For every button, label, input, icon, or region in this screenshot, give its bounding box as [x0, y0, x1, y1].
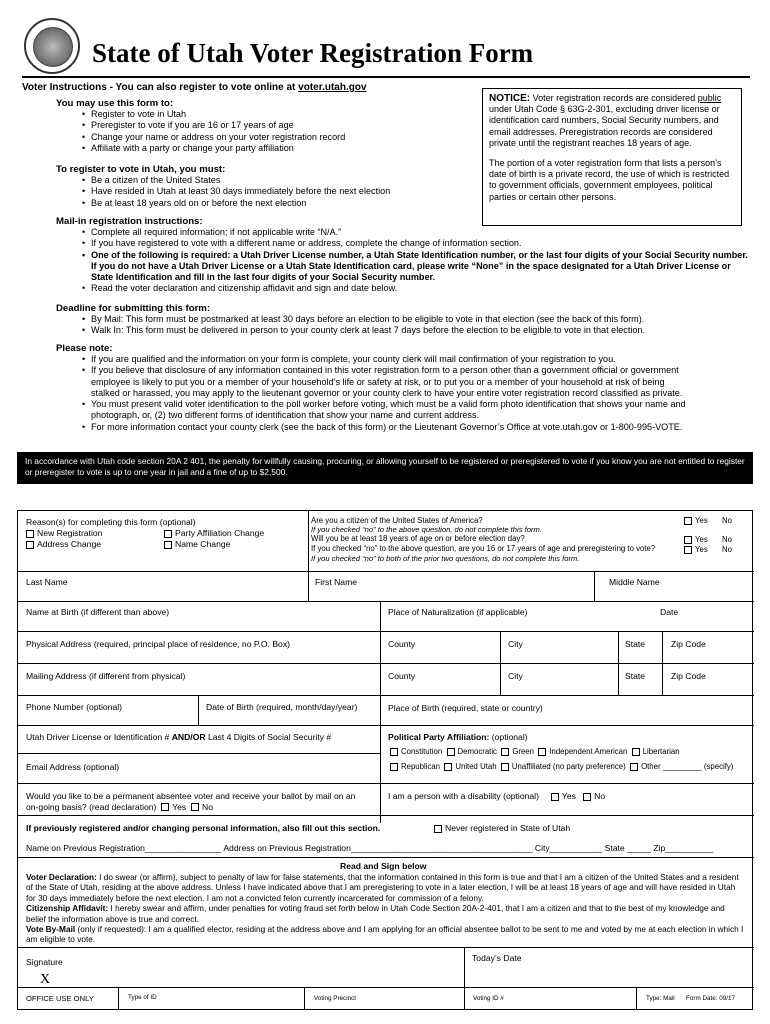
citizen-yes-checkbox[interactable]: [684, 516, 708, 525]
naturalization-field[interactable]: Place of Naturalization (if applicable): [388, 607, 528, 617]
list-item: • Affiliate with a party or change your party affiliation: [82, 143, 476, 154]
declaration-block: [26, 872, 746, 945]
page-title: State of Utah Voter Registration Form: [92, 38, 534, 68]
list-item: • Change your name or address on your voter registration record: [82, 132, 476, 143]
dl-label-c: Last 4 Digits of Social Security #: [205, 732, 332, 742]
reason-address-checkbox[interactable]: [26, 539, 101, 549]
disability-question: [388, 791, 605, 801]
absentee-no-checkbox[interactable]: No: [191, 802, 213, 812]
party-option-other[interactable]: Other _________ (specify): [630, 762, 733, 771]
list-item: • Be a citizen of the United States: [82, 175, 476, 186]
voter-declaration-label: Voter Declaration:: [26, 872, 97, 882]
list-item: • Be at least 18 years old on or before the next election: [82, 198, 476, 209]
party-optional: (optional): [489, 732, 528, 742]
disability-yes-checkbox[interactable]: Yes: [551, 791, 576, 801]
checkbox[interactable]: [164, 541, 172, 549]
citizenship-affidavit-label: Citizenship Affidavit:: [26, 903, 109, 914]
absentee-text: Would you like to be a permanent absentee voter and receive your ballot by mail on an on-going basis? (read declaration): [26, 791, 356, 812]
reasons-label: Reason(s) for completing this form (optional): [26, 517, 196, 527]
place-of-birth-field[interactable]: Place of Birth (required, state or country): [388, 703, 543, 713]
mailing-address-field[interactable]: Mailing Address (if different from physical): [26, 671, 186, 681]
notice-text-a: Voter registration records are considered: [530, 93, 698, 103]
party-option[interactable]: Libertarian: [632, 747, 680, 756]
mail-heading: Mail-in registration instructions:: [56, 216, 203, 227]
yes-label: Yes: [695, 545, 708, 554]
list-item: • One of the following is required: a Utah Driver License number, a Utah State Identification number, or the last four digits of your Social Security number. If you do not have a Utah Driver License or a Utah State Identification card, please write “None” in the space designated for a Utah Driver License or State Identification and fill in the last four digits of your Social Security number.: [82, 250, 750, 284]
list-item: • Walk In: This form must be delivered in person to your county clerk at least 7 days before the election to be eligible to vote in that election.: [82, 325, 750, 336]
list-item: • By Mail: This form must be postmarked at least 30 days before an election to be eligible to vote in that election (see the back of this form).: [82, 314, 750, 325]
dob-field[interactable]: Date of Birth (required, month/day/year): [206, 702, 358, 712]
penalty-banner: In accordance with Utah code section 20A 2 401, the penalty for willfully causing, procuring, or allowing yourself to be registered or preregistered to vote if you know you are not entitled to register or preregister to vote is up to one year in jail and a fine of up to $2,500.: [17, 452, 753, 484]
vote-by-mail-label: Vote By-Mail: [26, 924, 76, 935]
note-heading: Please note:: [56, 343, 113, 354]
checkbox[interactable]: [26, 530, 34, 538]
mailing-state-field[interactable]: State: [625, 671, 646, 681]
physical-address-field[interactable]: Physical Address (required, principal place of residence, no P.O. Box): [26, 639, 290, 649]
never-registered-label: Never registered in State of Utah: [445, 823, 571, 833]
voter-declaration-text: I do swear (or affirm), subject to penalty of law for false statements, that the information contained in this form is true and that I am a citizen of the United States and a resident of the State of Utah, residing at the above address. Unless I have indicated above that I am preregistering to vote in a later election, I will be at least 18 years of age and will have resided in Utah for 30 days immediately before the next election. I am not a convicted felon currently incarcerated for commission of a felony.: [26, 872, 739, 903]
physical-zip-field[interactable]: Zip Code: [671, 639, 706, 649]
party-label: Political Party Affiliation:: [388, 732, 490, 742]
disability-text: I am a person with a disability (optional): [388, 791, 539, 801]
party-option[interactable]: Unaffiliated (no party preference): [501, 762, 626, 771]
use-heading: You may use this form to:: [56, 98, 174, 109]
physical-state-field[interactable]: State: [625, 639, 646, 649]
citizen-question: Are you a citizen of the United States of America?: [311, 516, 483, 525]
note-section: [56, 343, 690, 433]
reason-name-checkbox[interactable]: [164, 539, 230, 549]
type-mail-label: Type: Mail: [646, 995, 675, 1002]
type-of-id-field: Type of ID: [128, 994, 157, 1001]
party-option[interactable]: Republican: [390, 762, 440, 771]
citizenship-affidavit-text: I hereby swear and affirm, under penalties for voting fraud set forth below in Utah Code Section 20A-2-401, that I am a citizen and that to the best of my knowledge and belief the information above is true and correct.: [26, 903, 725, 924]
must-heading: To register to vote in Utah, you must:: [56, 164, 226, 175]
dl-label-b: AND/OR: [171, 732, 206, 742]
notice-box: [482, 88, 742, 226]
checkbox[interactable]: [164, 530, 172, 538]
age-note: If you checked “no” to both of the prior two questions, do not complete this form.: [311, 554, 580, 563]
list-item: • For more information contact your county clerk (see the back of this form) or the Lieutenant Governor’s Office at vote.utah.gov or 1-800-995-VOTE.: [82, 422, 690, 433]
disability-no-checkbox[interactable]: No: [583, 791, 605, 801]
no-label: No: [722, 516, 732, 525]
header-divider: [22, 76, 750, 78]
previous-registration-fields[interactable]: Name on Previous Registration________________ Address on Previous Registration______________________________________ City___________ State _____ Zip__________: [26, 843, 714, 853]
mailing-zip-field[interactable]: Zip Code: [671, 671, 706, 681]
age-no-checkbox[interactable]: [722, 535, 732, 544]
mail-section: [56, 216, 750, 295]
list-item: • Preregister to vote if you are 16 or 17 years of age: [82, 120, 476, 131]
signature-label: Signature: [26, 957, 63, 967]
notice-paragraph-2: The portion of a voter registration form that lists a person’s date of birth is a private record, the use of which is restricted to government officials, government employees, political parties or certain other persons.: [489, 158, 730, 202]
deadline-heading: Deadline for submitting this form:: [56, 303, 211, 314]
physical-county-field[interactable]: County: [388, 639, 416, 649]
instructions-heading-text: Voter Instructions - You can also register to vote online at: [22, 82, 299, 93]
list-item: • Read the voter declaration and citizenship affidavit and sign and date below.: [82, 283, 750, 294]
first-name-field[interactable]: First Name: [315, 577, 358, 587]
list-item: • If you are qualified and the information on your form is complete, your county clerk will mail confirmation of your registration to you.: [82, 354, 690, 365]
age-question: Will you be at least 18 years of age on or before election day?: [311, 534, 525, 543]
list-item: • You must present valid voter identification to the poll worker before voting, which must be a valid form photo identification that shows your name and photograph, or, (2) two different forms of identification that show your name and current address.: [82, 399, 690, 422]
list-item: • If you believe that disclosure of any information contained in this voter registration form to a person other than a government official or government employee is likely to put you or a member of your household’s life or safety at risk, or to put you or a member of your household at risk of being stalked or harassed, you may apply to the lieutenant governor or your county clerk to have your entire voter registration record classified as private.: [82, 365, 690, 399]
voting-precinct-field: Voting Precinct: [314, 995, 357, 1002]
reason-name-label: Name Change: [175, 539, 231, 549]
use-section: [56, 98, 476, 154]
form-date-label: Form Date: 09/17: [686, 995, 735, 1002]
signature-field[interactable]: X: [40, 972, 51, 987]
dl-label-a: Utah Driver License or Identification #: [26, 732, 172, 742]
voter-utah-link[interactable]: voter.utah.gov: [298, 82, 367, 93]
absentee-yes-checkbox[interactable]: Yes: [161, 802, 186, 812]
absentee-question: [26, 791, 366, 812]
state-seal-logo: [24, 18, 80, 74]
registration-form: [17, 510, 753, 1010]
list-item: • Register to vote in Utah: [82, 109, 476, 120]
physical-city-field[interactable]: City: [508, 639, 523, 649]
office-use-label: OFFICE USE ONLY: [26, 994, 94, 1003]
middle-name-field[interactable]: Middle Name: [609, 577, 660, 587]
prereg-yes-checkbox[interactable]: [684, 545, 708, 554]
voting-id-field: Voting ID #: [473, 995, 504, 1002]
phone-field[interactable]: Phone Number (optional): [26, 702, 123, 712]
party-option[interactable]: Constitution: [390, 747, 442, 756]
read-and-sign-heading: Read and Sign below: [340, 861, 427, 871]
prereg-no-checkbox[interactable]: [722, 545, 732, 554]
must-section: [56, 164, 476, 209]
todays-date-field[interactable]: Today’s Date: [472, 953, 522, 963]
naturalization-date-field[interactable]: Date: [660, 607, 679, 617]
preregister-question: If you checked “no” to the above question, are you 16 or 17 years of age and preregistering to vote?: [311, 544, 656, 553]
party-option[interactable]: Green: [501, 747, 534, 756]
vote-by-mail-text: (only if requested): I am a qualified elector, residing at the address above and I am applying for an official absentee ballot to be sent to me and voted by me at each election in which I am eligible to vote.: [26, 924, 744, 945]
party-option[interactable]: United Utah: [444, 762, 496, 771]
email-field[interactable]: Email Address (optional): [26, 762, 120, 772]
citizen-no-checkbox[interactable]: [722, 516, 732, 525]
party-row-2: [390, 762, 733, 771]
party-row-1: [390, 747, 680, 756]
checkbox[interactable]: [26, 541, 34, 549]
driver-license-field[interactable]: [26, 732, 331, 742]
party-option[interactable]: Independent American: [538, 747, 627, 756]
list-item: • Complete all required information; if not applicable write “N/A.”: [82, 227, 750, 238]
reason-new-label: New Registration: [37, 528, 103, 538]
age-yes-checkbox[interactable]: [684, 535, 708, 544]
deadline-section: [56, 303, 750, 337]
never-registered-checkbox[interactable]: [434, 823, 570, 833]
instructions-heading: [22, 82, 367, 93]
yes-label: Yes: [695, 535, 708, 544]
reason-new-checkbox[interactable]: [26, 528, 102, 538]
reason-party-checkbox[interactable]: [164, 528, 264, 538]
notice-public: public: [697, 93, 722, 103]
list-item: • Have resided in Utah at least 30 days immediately before the next election: [82, 186, 476, 197]
yes-label: Yes: [695, 516, 708, 525]
party-heading: [388, 732, 528, 742]
reason-party-label: Party Affiliation Change: [175, 528, 265, 538]
mailing-city-field[interactable]: City: [508, 671, 523, 681]
previous-registration-heading: If previously registered and/or changing personal information, also fill out this section.: [26, 823, 381, 833]
citizen-note: If you checked “no” to the above question, do not complete this form.: [311, 525, 542, 534]
name-at-birth-field[interactable]: Name at Birth (if different than above): [26, 607, 170, 617]
no-label: No: [722, 545, 732, 554]
no-label: No: [722, 535, 732, 544]
notice-text-b: under Utah Code § 63G-2-301, excluding driver license or identification card numbers, Social Security numbers, and email addresses. Preregistration records are considered private until the registrant reaches 18 years of age.: [489, 104, 720, 148]
reason-address-label: Address Change: [37, 539, 102, 549]
notice-label: NOTICE:: [489, 93, 531, 104]
party-option[interactable]: Democratic: [447, 747, 497, 756]
list-item: • If you have registered to vote with a different name or address, complete the change of information section.: [82, 238, 750, 249]
last-name-field[interactable]: Last Name: [26, 577, 68, 587]
mailing-county-field[interactable]: County: [388, 671, 416, 681]
